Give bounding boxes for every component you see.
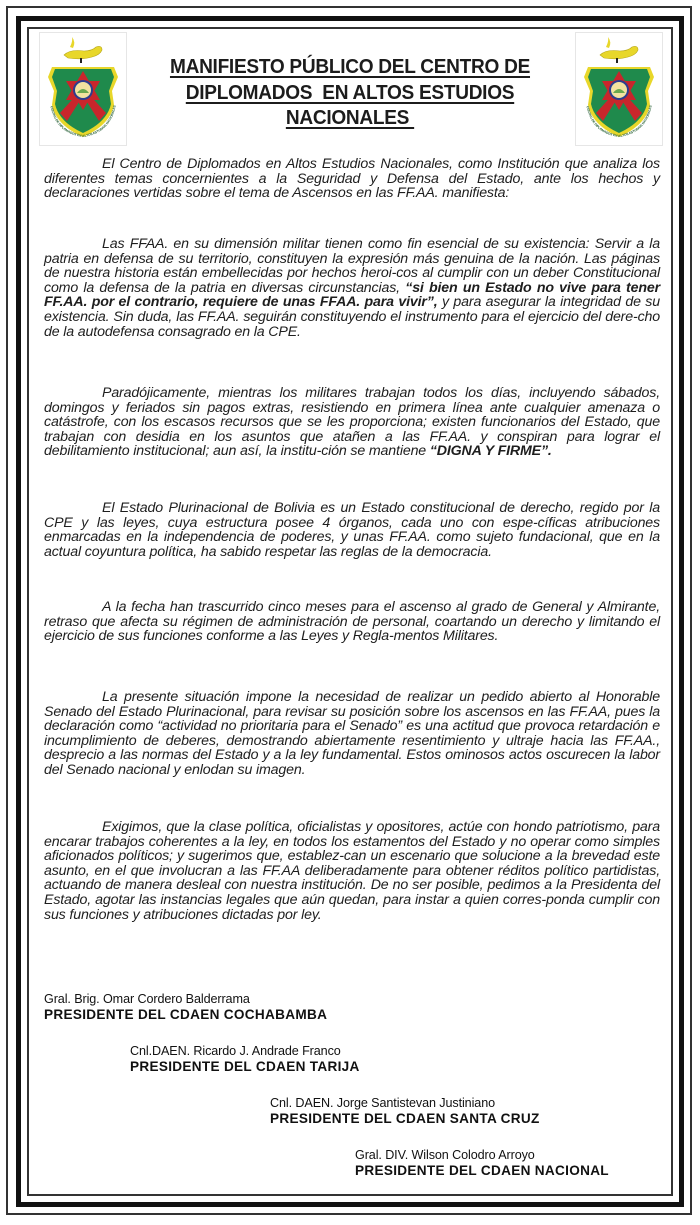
signatory-name: Gral. Brig. Omar Cordero Balderrama <box>44 992 250 1006</box>
document-title <box>145 54 554 131</box>
signature-block <box>44 992 327 1023</box>
signature-block <box>355 1148 609 1179</box>
signatory-name: Gral. DIV. Wilson Colodro Arroyo <box>355 1148 535 1162</box>
motto-emphasis: “DIGNA Y FIRME”. <box>429 443 552 460</box>
paragraph-state <box>44 501 660 559</box>
paragraph-demand <box>44 820 660 922</box>
paragraph-ffaa-purpose <box>44 237 660 339</box>
signature-block <box>130 1044 360 1075</box>
text-segment: El Centro de Diplomados en Altos Estudios Nacionales, como Institución que analiza los diferentes temas concernientes a la Seguridad y Defensa del Estado, ante los hechos y declaraciones vertidas sobre el tema de Ascensos en las FF.AA. manifiesta: <box>44 156 660 202</box>
paragraph-paradox <box>44 386 660 459</box>
paragraph-senate <box>44 690 660 778</box>
title-line: MANIFIESTO PÚBLICO DEL CENTRO DE <box>169 55 531 78</box>
title-line: DIPLOMADOS EN ALTOS ESTUDIOS <box>185 80 515 104</box>
signatory-name: Cnl.DAEN. Ricardo J. Andrade Franco <box>130 1044 341 1058</box>
text-segment: Las FFAA. en su dimensión militar tienen como fin esencial de su existencia: Servir a la patria en defensa de su territorio, constituyen la expresión más genuina de la nación. Las páginas de nuestra historia están embellecidas por hechos heroi-cos al cumplir con un deber Constitucional como la defensa de la patria en diversas circunstancias, <box>44 236 660 296</box>
paragraph-text <box>44 386 660 459</box>
signatory-role: PRESIDENTE DEL CDAEN SANTA CRUZ <box>270 1111 540 1126</box>
text-segment: La presente situación impone la necesidad de realizar un pedido abierto al Honorable Senado del Estado Plurinacional, para revisar su posición sobre los ascensos en las FF.AA, pues la declaración como “actividad no prioritaria para el Senado” es una actitud que provoca retardación e incumplimiento de deberes, demostrando abiertamente resentimiento y ultraje hacia las FF.AA., desprecio a las normas del Estado y a la ley fundamental. Estos ominosos actos oscurecen la labor del Senado nacional y enlodan su imagen. <box>44 689 660 778</box>
paragraph-text <box>44 600 660 644</box>
svg-text:CENTRO DE DIPLOMADOS EN ALTOS: CENTRO DE DIPLOMADOS EN ALTOS ESTUDIOS NACIONALES <box>49 104 117 139</box>
text-segment: A la fecha han trascurrido cinco meses para el ascenso al grado de General y Almirante, retraso que afecta su régimen de administración de personal, coartando un derecho y limitando el ejercicio de sus funciones conforme a las Leyes y Regla-mentos Militares. <box>44 599 660 645</box>
signature-block <box>270 1096 540 1127</box>
paragraph-delay <box>44 600 660 644</box>
paragraph-text <box>44 501 660 559</box>
cdaen-crest-right <box>575 32 663 146</box>
title-line: NACIONALES <box>285 106 415 129</box>
svg-text:CENTRO DE DIPLOMADOS EN ALTOS: CENTRO DE DIPLOMADOS EN ALTOS ESTUDIOS NACIONALES <box>585 104 653 139</box>
paragraph-text <box>44 820 660 922</box>
quote-emphasis: “si bien un Estado no vive para tener FF.AA. por el contrario, requiere de unas FFAA. para vivir”, <box>44 279 661 311</box>
paragraph-text <box>44 690 660 778</box>
cdaen-crest-icon <box>40 33 126 145</box>
text-segment: Paradójicamente, mientras los militares trabajan todos los días, incluyendo sábados, domingos y feriados sin pagos extras, resistiendo en primera línea ante cualquier amenaza o catástrofe, con los escasos recursos que se les proporciona; existen funcionarios del Estado, que trabajan con desidia en los asuntos que atañen a las FF.AA. y conspiran para lograr el debilitamiento institucional; aun así, la institu-ción se mantiene <box>44 385 660 460</box>
paragraph-text <box>44 157 660 201</box>
paragraph-intro <box>44 157 660 201</box>
signatory-role: PRESIDENTE DEL CDAEN TARIJA <box>130 1059 360 1074</box>
text-segment: El Estado Plurinacional de Bolivia es un Estado constitucional de derecho, regido por la CPE y las leyes, cuya estructura posee 4 órganos, cada uno con espe-cíficas atribuciones enmarcadas en la independencia de poderes, y unas FF.AA. como sujeto fundacional, que en la actual coyuntura política, ha sabido respetar las reglas de la democracia. <box>44 500 660 560</box>
signatory-role: PRESIDENTE DEL CDAEN NACIONAL <box>355 1163 609 1178</box>
cdaen-crest-icon <box>576 33 662 145</box>
paragraph-text <box>44 237 660 339</box>
signatory-name: Cnl. DAEN. Jorge Santistevan Justiniano <box>270 1096 496 1110</box>
signatory-role: PRESIDENTE DEL CDAEN COCHABAMBA <box>44 1007 328 1022</box>
text-segment: y para asegurar la integridad de su existencia. Sin duda, las FF.AA. seguirán constituyendo el instrumento para el ejercicio del dere-cho de la autodefensa consagrado en la CPE. <box>44 294 660 340</box>
cdaen-crest-left <box>39 32 127 146</box>
text-segment: Exigimos, que la clase política, oficialistas y opositores, actúe con hondo patriotismo, para encarar trabajos coherentes a la ley, en todos los estamentos del Estado y no operar como simples aficionados políticos; y sugerimos que, establez-can un escenario que solucione a la brevedad este asunto, en el que involucran a las FF.AA deliberadamente para obtener réditos político partidistas, actuando de manera desleal con nuestra institución. De no ser posible, pedimos a la Presidenta del Estado, agotar las instancias legales que aún quedan, para instar a quien corres-ponda cumplir con sus funciones y atribuciones dictadas por ley. <box>44 819 660 923</box>
